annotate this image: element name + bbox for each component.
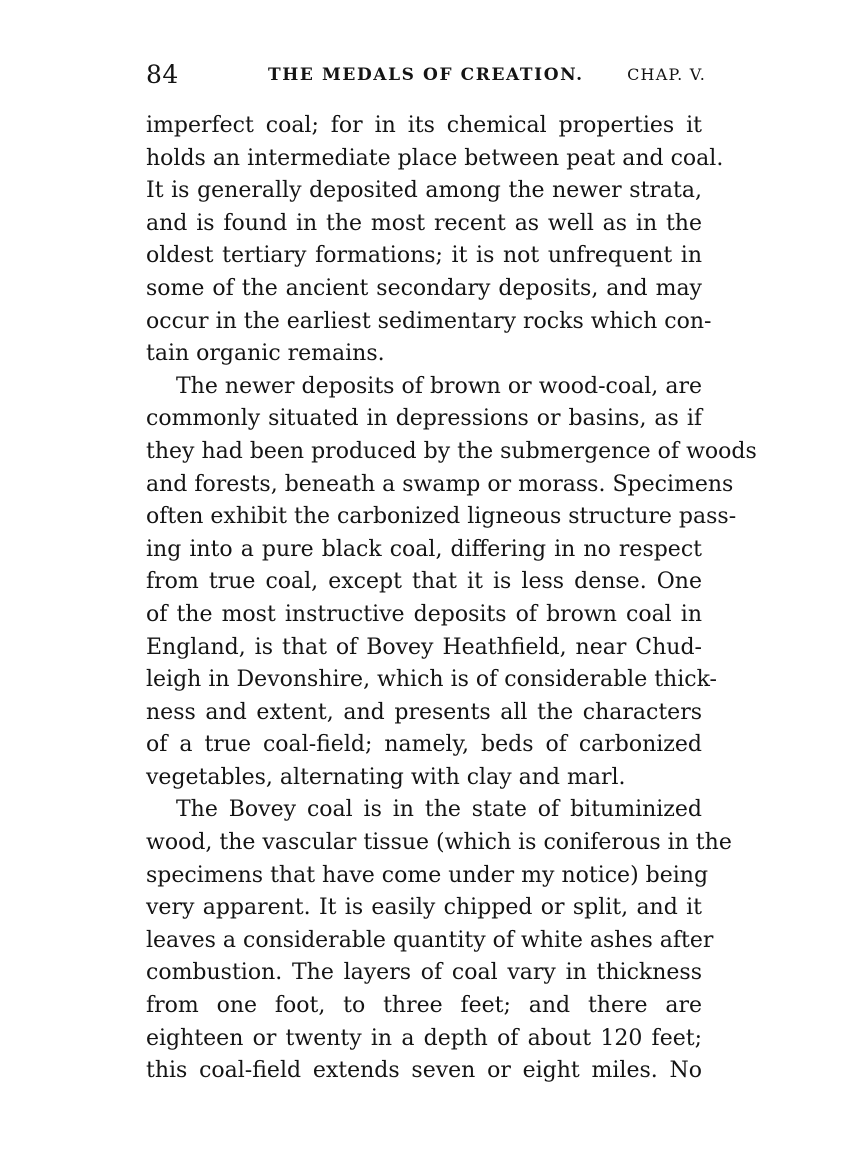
paragraph-end-line: tain organic remains.	[146, 341, 385, 367]
paragraph-start-line: The newer deposits of brown or wood-coal, are	[176, 373, 702, 399]
text-line: from one foot, to three feet; and there are	[146, 993, 702, 1019]
text-line: commonly situated in depressions or basins, as if	[146, 406, 702, 432]
paragraph-end-line: vegetables, alternating with clay and marl.	[146, 764, 626, 790]
text-line: wood, the vascular tissue (which is coniferous in the	[146, 830, 732, 856]
text-line: some of the ancient secondary deposits, and may	[146, 275, 702, 301]
text-line: very apparent. It is easily chipped or split, and it	[146, 895, 702, 921]
page-number: 84	[146, 60, 179, 89]
chapter-reference: CHAP. V.	[627, 65, 706, 84]
running-title: THE MEDALS OF CREATION.	[268, 65, 584, 85]
text-line: England, is that of Bovey Heathfield, near Chud-	[146, 634, 702, 660]
body-text	[146, 110, 757, 1088]
text-line: occur in the earliest sedimentary rocks which con-	[146, 308, 712, 334]
text-line: specimens that have come under my notice) being	[146, 862, 709, 888]
text-line: of a true coal-field; namely, beds of carbonized	[146, 732, 702, 758]
paragraph-start-line: The Bovey coal is in the state of bituminized	[176, 797, 702, 823]
text-line: ness and extent, and presents all the characters	[146, 699, 702, 725]
text-line: they had been produced by the submergence of woods	[146, 438, 757, 464]
text-line: leaves a considerable quantity of white ashes after	[146, 927, 714, 953]
text-line: this coal-field extends seven or eight miles. No	[146, 1058, 702, 1084]
page-header	[146, 60, 706, 94]
text-line: from true coal, except that it is less dense. One	[146, 569, 702, 595]
text-line: combustion. The layers of coal vary in thickness	[146, 960, 702, 986]
text-line: imperfect coal; for in its chemical properties it	[146, 113, 702, 138]
text-line: eighteen or twenty in a depth of about 120 feet;	[146, 1025, 702, 1051]
text-line: and is found in the most recent as well as in the	[146, 210, 702, 236]
text-line: leigh in Devonshire, which is of considerable thick-	[146, 667, 717, 693]
text-line: often exhibit the carbonized ligneous structure pass-	[146, 504, 737, 530]
text-line: and forests, beneath a swamp or morass. Specimens	[146, 471, 734, 497]
text-line: holds an intermediate place between peat and coal.	[146, 145, 724, 171]
text-line: of the most instructive deposits of brown coal in	[146, 601, 702, 627]
text-line: oldest tertiary formations; it is not unfrequent in	[146, 243, 702, 269]
text-line: ing into a pure black coal, differing in no respect	[146, 536, 702, 562]
text-line: It is generally deposited among the newer strata,	[146, 178, 702, 204]
